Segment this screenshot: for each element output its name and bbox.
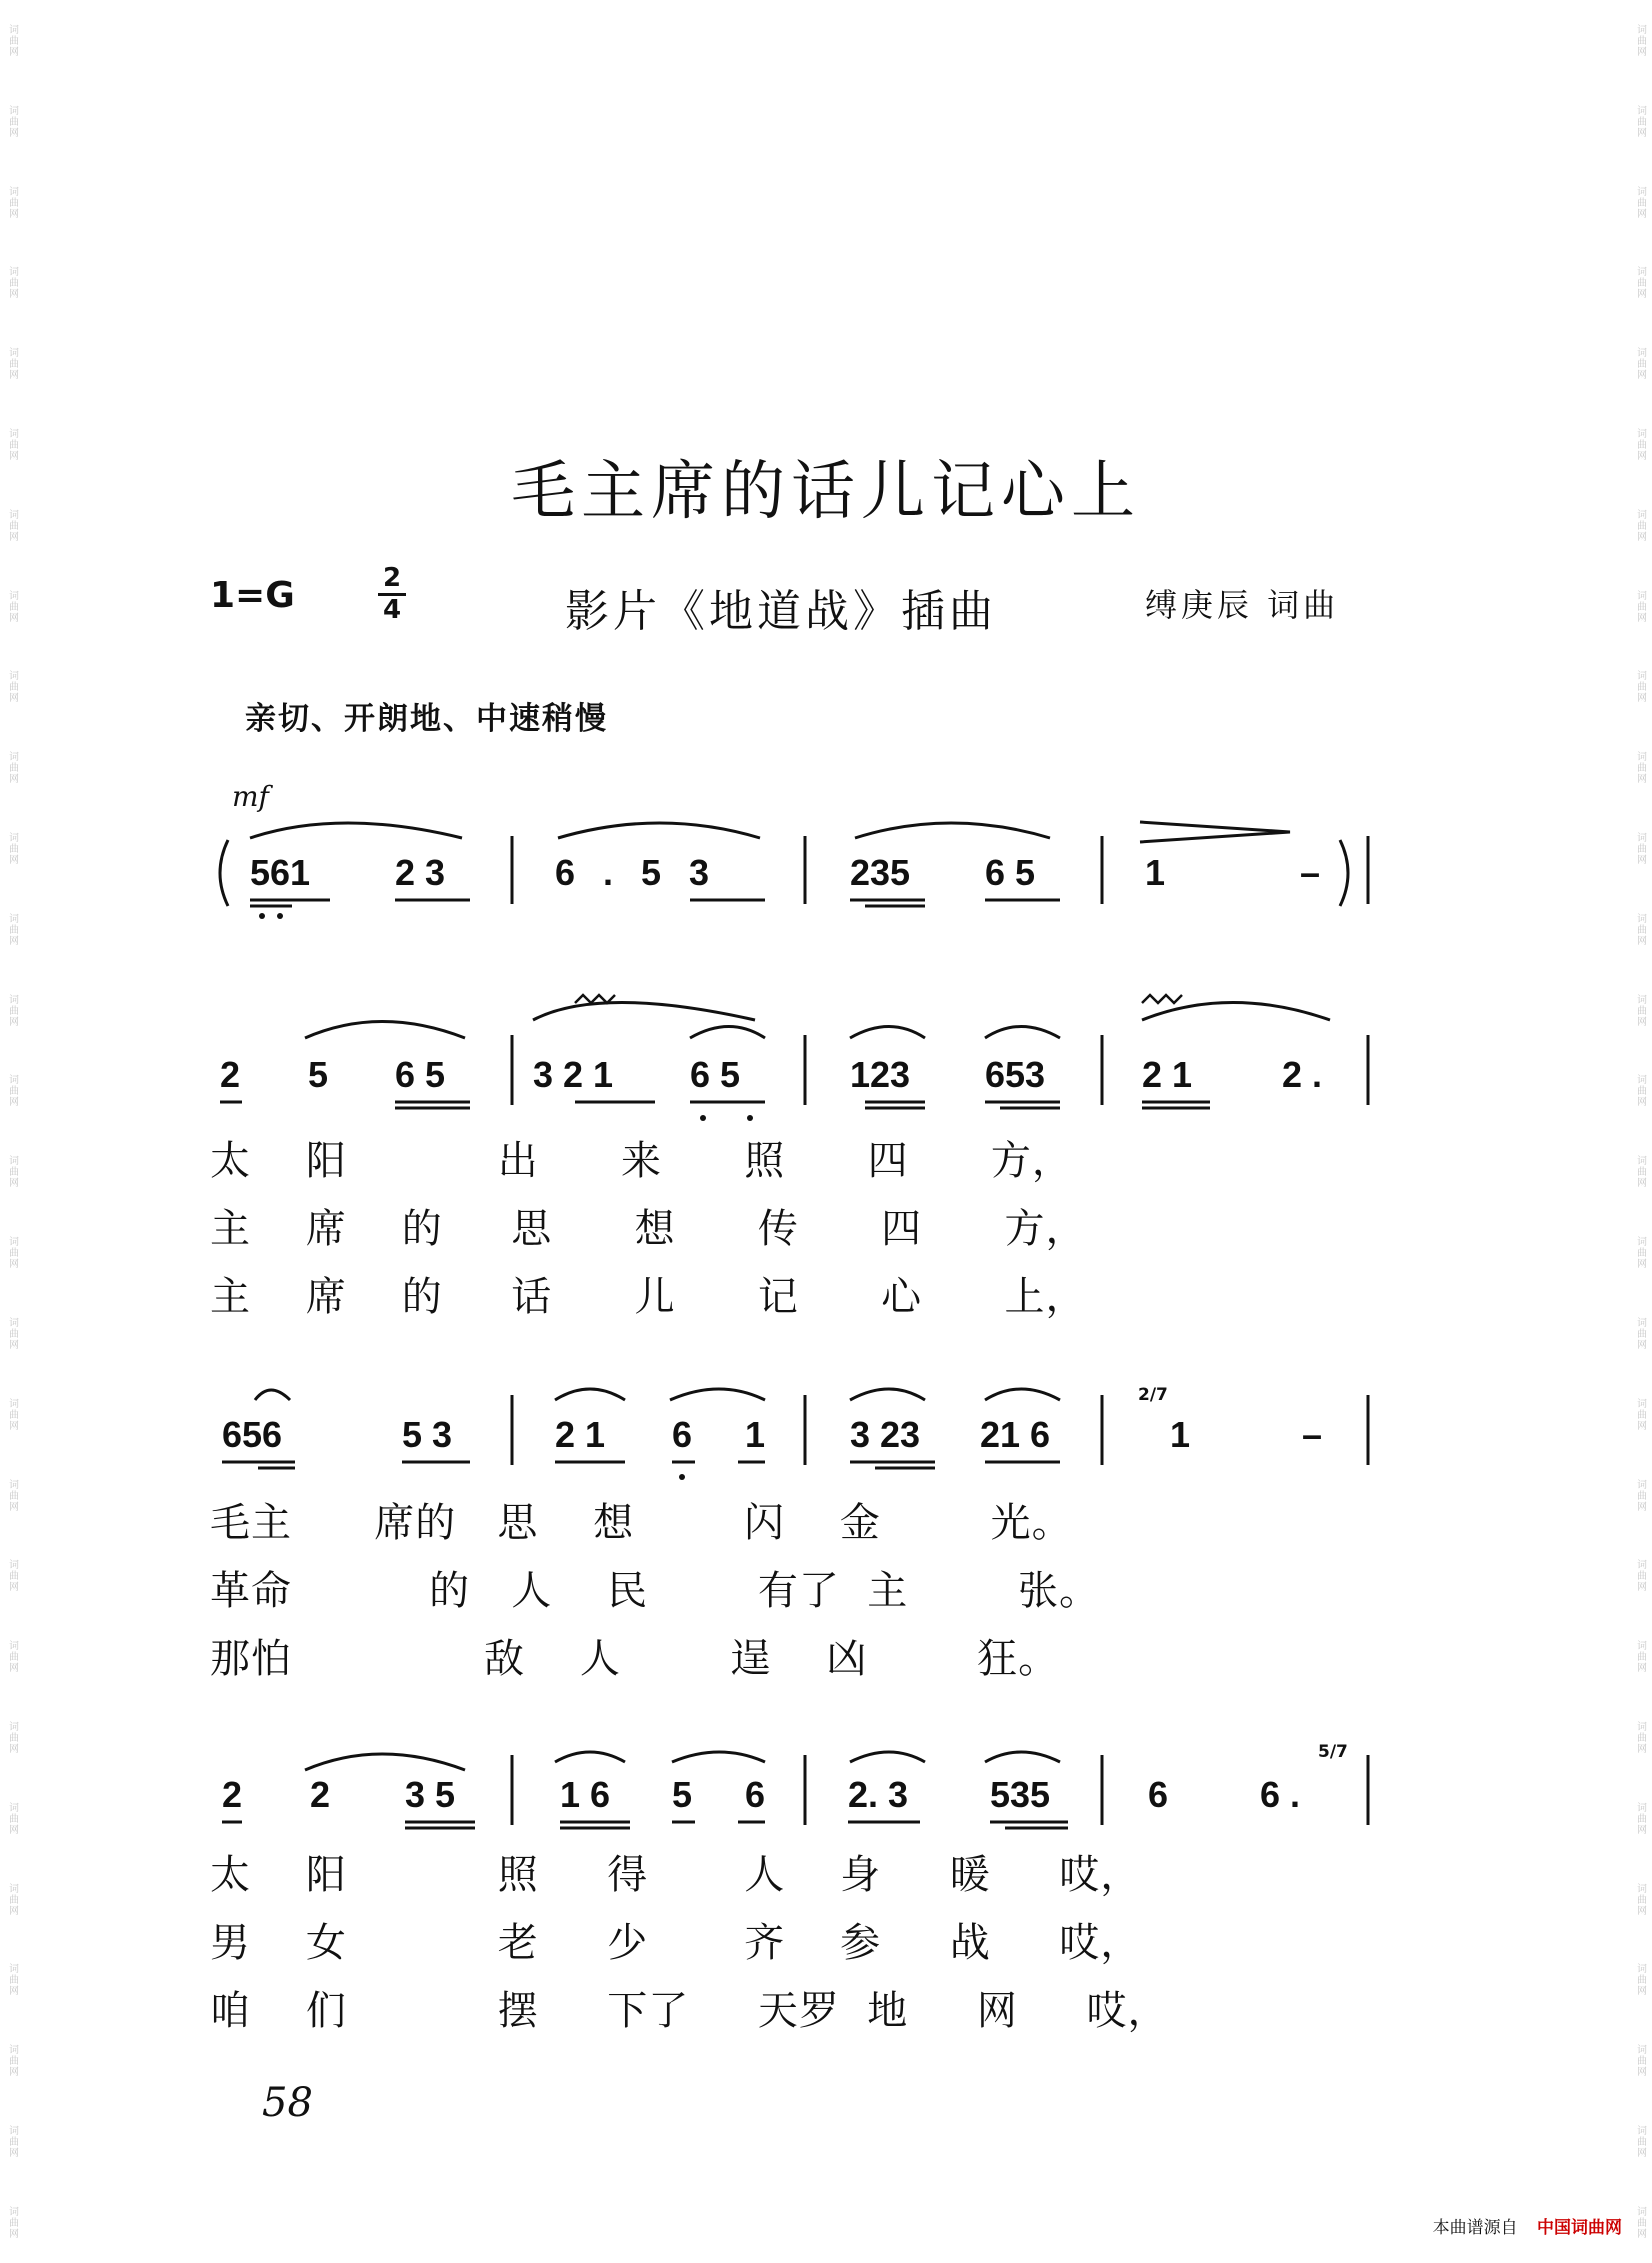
dynamic-marking: mf xyxy=(232,780,269,813)
slur xyxy=(250,823,462,838)
note-group: 6 5 xyxy=(395,1054,446,1095)
watermark-text: 词曲网 xyxy=(6,1882,18,1916)
page-number: 58 xyxy=(262,2080,313,2126)
watermark-text: 词曲网 xyxy=(1634,23,1646,57)
octave-dot xyxy=(277,913,283,919)
watermark-text: 词曲网 xyxy=(6,993,18,1027)
mordent xyxy=(575,995,615,1003)
note: 6 xyxy=(745,1774,766,1815)
watermark-text: 词曲网 xyxy=(1634,104,1646,138)
note-group: 6 5 xyxy=(985,852,1036,893)
tempo-marking: 亲切、开朗地、中速稍慢 xyxy=(245,701,608,737)
watermark-text: 词曲网 xyxy=(6,1155,18,1189)
watermark-text: 词曲网 xyxy=(6,1397,18,1431)
watermark-text: 词曲网 xyxy=(1634,1074,1646,1108)
lyric-line: 主 席 的 思 想 传 四 方， xyxy=(210,1206,1087,1252)
watermark-text: 词曲网 xyxy=(6,508,18,542)
watermark-text: 词曲网 xyxy=(6,104,18,138)
watermark-text: 词曲网 xyxy=(6,1720,18,1754)
slur xyxy=(690,1027,765,1039)
watermark-text: 词曲网 xyxy=(6,347,18,381)
watermark-text: 词曲网 xyxy=(6,1801,18,1835)
lyric-line: 革命 的 人 民 有了 主 张。 xyxy=(210,1568,1101,1614)
note-group: 535 xyxy=(990,1774,1051,1815)
note-group: 235 xyxy=(850,852,911,893)
note-group: 6 5 xyxy=(690,1054,741,1095)
watermark-text: 词曲网 xyxy=(6,670,18,704)
decrescendo xyxy=(1140,822,1290,842)
slur xyxy=(850,1027,925,1039)
song-title: 毛主席的话儿记心上 xyxy=(511,455,1141,529)
slur xyxy=(555,1752,625,1762)
note: 5 xyxy=(672,1774,693,1815)
note-group: 2 1 xyxy=(555,1414,606,1455)
watermark-text: 词曲网 xyxy=(1634,266,1646,300)
time-signature-denominator: 4 xyxy=(382,595,402,625)
watermark-text: 词曲网 xyxy=(6,751,18,785)
watermark-text: 词曲网 xyxy=(1634,751,1646,785)
key-signature: 1=G xyxy=(210,575,295,616)
octave-dot xyxy=(747,1115,753,1121)
slur xyxy=(855,823,1050,838)
slur xyxy=(533,1003,755,1021)
repeat-bracket-close xyxy=(1340,840,1348,906)
watermark-text: 词曲网 xyxy=(6,1478,18,1512)
slur xyxy=(670,1389,765,1400)
watermark-text: 词曲网 xyxy=(1634,1720,1646,1754)
note-group: 561 xyxy=(250,852,311,893)
note: 2 xyxy=(222,1774,243,1815)
time-signature-numerator: 2 xyxy=(382,563,402,593)
note: 6 xyxy=(1148,1774,1169,1815)
watermark-text: 词曲网 xyxy=(1634,670,1646,704)
watermark-text: 词曲网 xyxy=(1634,1236,1646,1270)
watermark-text: 词曲网 xyxy=(6,427,18,461)
watermark-text: 词曲网 xyxy=(1634,1559,1646,1593)
subtitle: 影片《地道战》插曲 xyxy=(565,586,997,637)
watermark-text: 词曲网 xyxy=(1634,1397,1646,1431)
watermark-text: 词曲网 xyxy=(6,1074,18,1108)
watermark-text: 词曲网 xyxy=(6,912,18,946)
slur xyxy=(255,1390,290,1400)
watermark-text: 词曲网 xyxy=(1634,1478,1646,1512)
watermark-text: 词曲网 xyxy=(1634,1801,1646,1835)
note-group: 2 . xyxy=(1282,1054,1323,1095)
note-group: 3 5 xyxy=(405,1774,456,1815)
watermark-text: 词曲网 xyxy=(1634,1316,1646,1350)
note-group: 123 xyxy=(850,1054,911,1095)
note-group: 6 . xyxy=(1260,1774,1301,1815)
note-group: 1 6 xyxy=(560,1774,611,1815)
slur xyxy=(1142,1003,1330,1021)
lyric-line: 咱 们 摆 下了 天罗 地 网 哎， xyxy=(210,1988,1169,2034)
lyric-line: 主 席 的 话 儿 记 心 上， xyxy=(210,1274,1087,1320)
watermark-text: 词曲网 xyxy=(1634,1640,1646,1674)
watermark-text: 词曲网 xyxy=(6,2205,18,2239)
watermark-text: 词曲网 xyxy=(6,185,18,219)
lyric-line: 太 阳 出 来 照 四 方， xyxy=(210,1138,1073,1184)
slur xyxy=(555,1389,625,1400)
octave-dot xyxy=(679,1474,685,1480)
watermark-text: 词曲网 xyxy=(1634,185,1646,219)
slur xyxy=(305,1754,465,1770)
lyric-line: 毛主 席的 思 想 闪 金 光。 xyxy=(210,1500,1073,1546)
slur xyxy=(985,1752,1060,1762)
note-group: 3 2 1 xyxy=(533,1054,614,1095)
watermark-text: 词曲网 xyxy=(1634,347,1646,381)
watermark-text: 词曲网 xyxy=(6,832,18,866)
watermark-text: 词曲网 xyxy=(6,2044,18,2078)
watermark-text: 词曲网 xyxy=(6,266,18,300)
watermark-text: 词曲网 xyxy=(6,1640,18,1674)
note-group: 21 6 xyxy=(980,1414,1051,1455)
note-group: 3 23 xyxy=(850,1414,921,1455)
footer-site[interactable]: 中国词曲网 xyxy=(1537,2218,1622,2238)
watermark-text: 词曲网 xyxy=(6,1559,18,1593)
octave-dot xyxy=(259,913,265,919)
watermark-text: 词曲网 xyxy=(1634,589,1646,623)
watermark-text: 词曲网 xyxy=(1634,508,1646,542)
dash-extension: – xyxy=(1300,852,1321,893)
slur xyxy=(850,1389,925,1400)
note: 2 xyxy=(220,1054,241,1095)
watermark-text: 词曲网 xyxy=(1634,1155,1646,1189)
lyric-line: 太 阳 照 得 人 身 暖 哎， xyxy=(210,1852,1142,1898)
note-group: 653 xyxy=(985,1054,1046,1095)
watermark-text: 词曲网 xyxy=(6,23,18,57)
octave-dot xyxy=(700,1115,706,1121)
watermark-text: 词曲网 xyxy=(6,1236,18,1270)
watermark-text: 词曲网 xyxy=(1634,2205,1646,2239)
note: 5 xyxy=(308,1054,329,1095)
repeat-bracket-open xyxy=(220,840,228,906)
watermark-text: 词曲网 xyxy=(1634,2044,1646,2078)
watermark-text: 词曲网 xyxy=(1634,1882,1646,1916)
note-group: 2 3 xyxy=(395,852,446,893)
lyric-line: 男 女 老 少 齐 参 战 哎， xyxy=(210,1920,1142,1966)
grace-notes: 2/7 xyxy=(1138,1385,1168,1405)
note-group: 5 3 xyxy=(402,1414,453,1455)
note: 6 xyxy=(672,1414,693,1455)
watermark-text: 词曲网 xyxy=(6,1316,18,1350)
watermark-text: 词曲网 xyxy=(1634,993,1646,1027)
watermark-text: 词曲网 xyxy=(6,1963,18,1997)
watermark-text: 词曲网 xyxy=(1634,427,1646,461)
note-group: 6 . 5 3 xyxy=(555,852,710,893)
watermark-text: 词曲网 xyxy=(1634,2125,1646,2159)
mordent xyxy=(1142,995,1182,1003)
slur xyxy=(305,1022,465,1039)
note: 1 xyxy=(1145,852,1166,893)
dash-extension: – xyxy=(1302,1414,1323,1455)
note-group: 2. 3 xyxy=(848,1774,909,1815)
slur xyxy=(672,1752,765,1762)
watermark-text: 词曲网 xyxy=(6,2125,18,2159)
slur xyxy=(985,1027,1060,1039)
credit: 缚庚辰 词曲 xyxy=(1145,586,1340,624)
slur xyxy=(985,1389,1060,1400)
watermark-text: 词曲网 xyxy=(1634,832,1646,866)
note: 1 xyxy=(1170,1414,1191,1455)
grace-notes: 5/7 xyxy=(1318,1742,1348,1762)
watermark-text: 词曲网 xyxy=(6,589,18,623)
lyric-line: 那怕 敌 人 逞 凶 狂。 xyxy=(210,1636,1060,1682)
note-group: 656 xyxy=(222,1414,283,1455)
footer-source: 本曲谱源自 xyxy=(1432,2218,1518,2238)
slur xyxy=(850,1752,925,1762)
note: 1 xyxy=(745,1414,766,1455)
watermark-text: 词曲网 xyxy=(1634,912,1646,946)
slur xyxy=(558,823,760,838)
watermark-text: 词曲网 xyxy=(1634,1963,1646,1997)
note: 2 xyxy=(310,1774,331,1815)
note-group: 2 1 xyxy=(1142,1054,1193,1095)
